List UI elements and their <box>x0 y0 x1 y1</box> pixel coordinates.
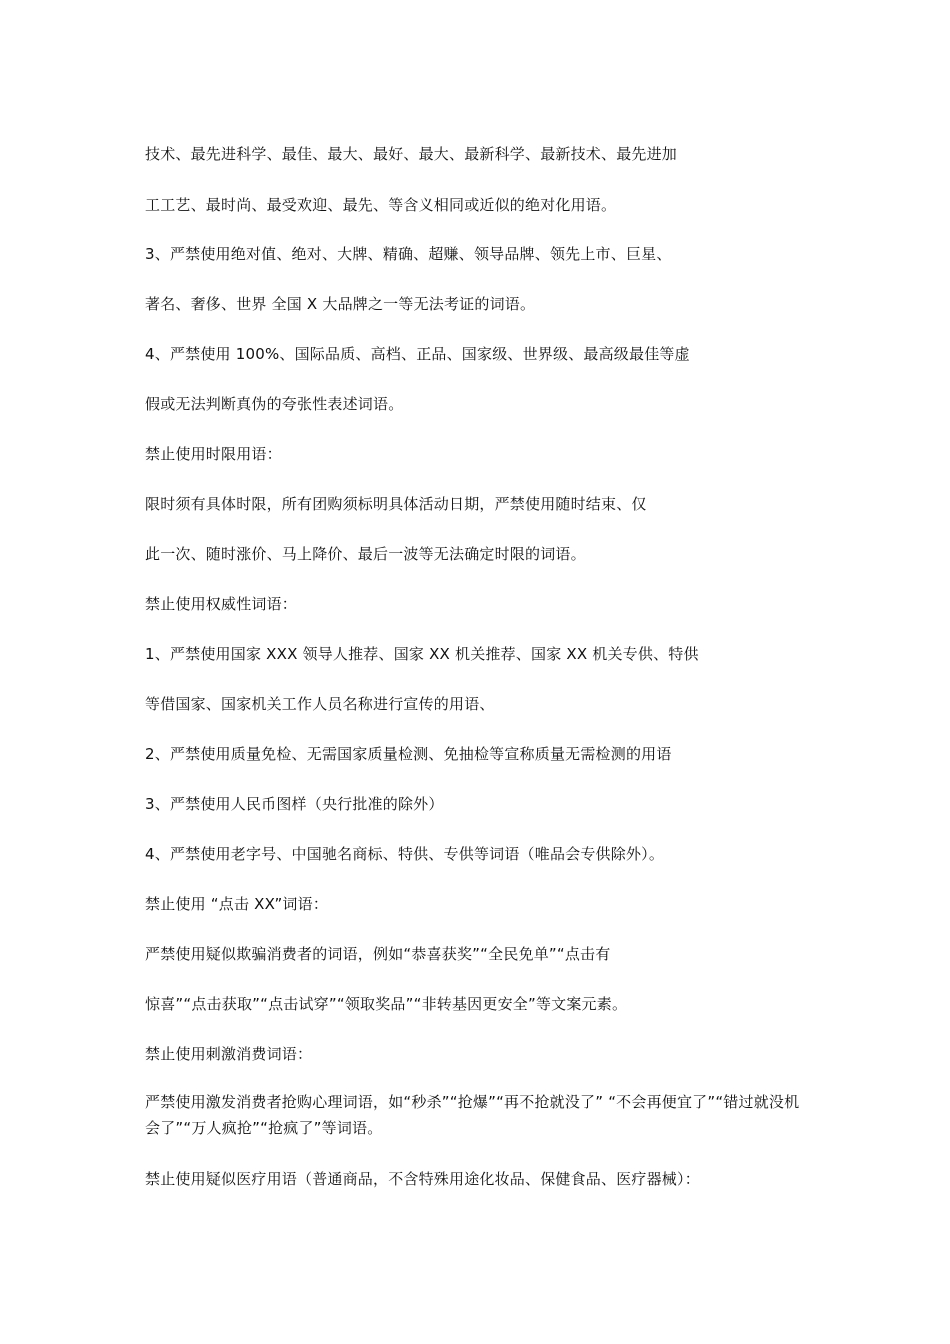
section-heading: 禁止使用时限用语： <box>145 445 282 463</box>
section-heading: 禁止使用疑似医疗用语（普通商品，不含特殊用途化妆品、保健食品、医疗器械）： <box>145 1170 700 1188</box>
text-line: 3、严禁使用绝对值、绝对、大牌、精确、超赚、领导品牌、领先上市、巨星、 <box>145 245 672 263</box>
text-line: 等借国家、国家机关工作人员名称进行宣传的用语、 <box>145 695 495 713</box>
section-heading: 禁止使用 “点击 XX”词语： <box>145 895 329 913</box>
text-line: 假或无法判断真伪的夸张性表述词语。 <box>145 395 404 413</box>
text-line: 限时须有具体时限，所有团购须标明具体活动日期，严禁使用随时结束、仅 <box>145 495 647 513</box>
text-line: 工工艺、最时尚、最受欢迎、最先、等含义相同或近似的绝对化用语。 <box>145 196 617 214</box>
text-paragraph: 严禁使用激发消费者抢购心理词语，如“秒杀”“抢爆”“再不抢就没了” “不会再便宜了”“错过就没机会了”“万人疯抢”“抢疯了”等词语。 <box>145 1093 800 1137</box>
text-line: 4、严禁使用 100%、国际品质、高档、正品、国家级、世界级、最高级最佳等虚 <box>145 345 690 363</box>
text-line: 此一次、随时涨价、马上降价、最后一波等无法确定时限的词语。 <box>145 545 586 563</box>
section-heading: 禁止使用刺激消费词语： <box>145 1045 313 1063</box>
section-heading: 禁止使用权威性词语： <box>145 595 298 613</box>
text-line: 1、严禁使用国家 XXX 领导人推荐、国家 XX 机关推荐、国家 XX 机关专供、特供 <box>145 645 699 663</box>
text-line: 惊喜”“点击获取”“点击试穿”“领取奖品”“非转基因更安全”等文案元素。 <box>145 995 628 1013</box>
text-line: 4、严禁使用老字号、中国驰名商标、特供、专供等词语（唯品会专供除外）。 <box>145 845 665 863</box>
text-line: 2、严禁使用质量免检、无需国家质量检测、免抽检等宣称质量无需检测的用语 <box>145 745 672 763</box>
text-line: 技术、最先进科学、最佳、最大、最好、最大、最新科学、最新技术、最先进加 <box>145 145 678 163</box>
text-line: 3、严禁使用人民币图样（央行批准的除外） <box>145 795 444 813</box>
text-line: 严禁使用疑似欺骗消费者的词语，例如“恭喜获奖”“全民免单”“点击有 <box>145 945 611 963</box>
text-line: 著名、奢侈、世界 全国 X 大品牌之一等无法考证的词语。 <box>145 295 536 313</box>
